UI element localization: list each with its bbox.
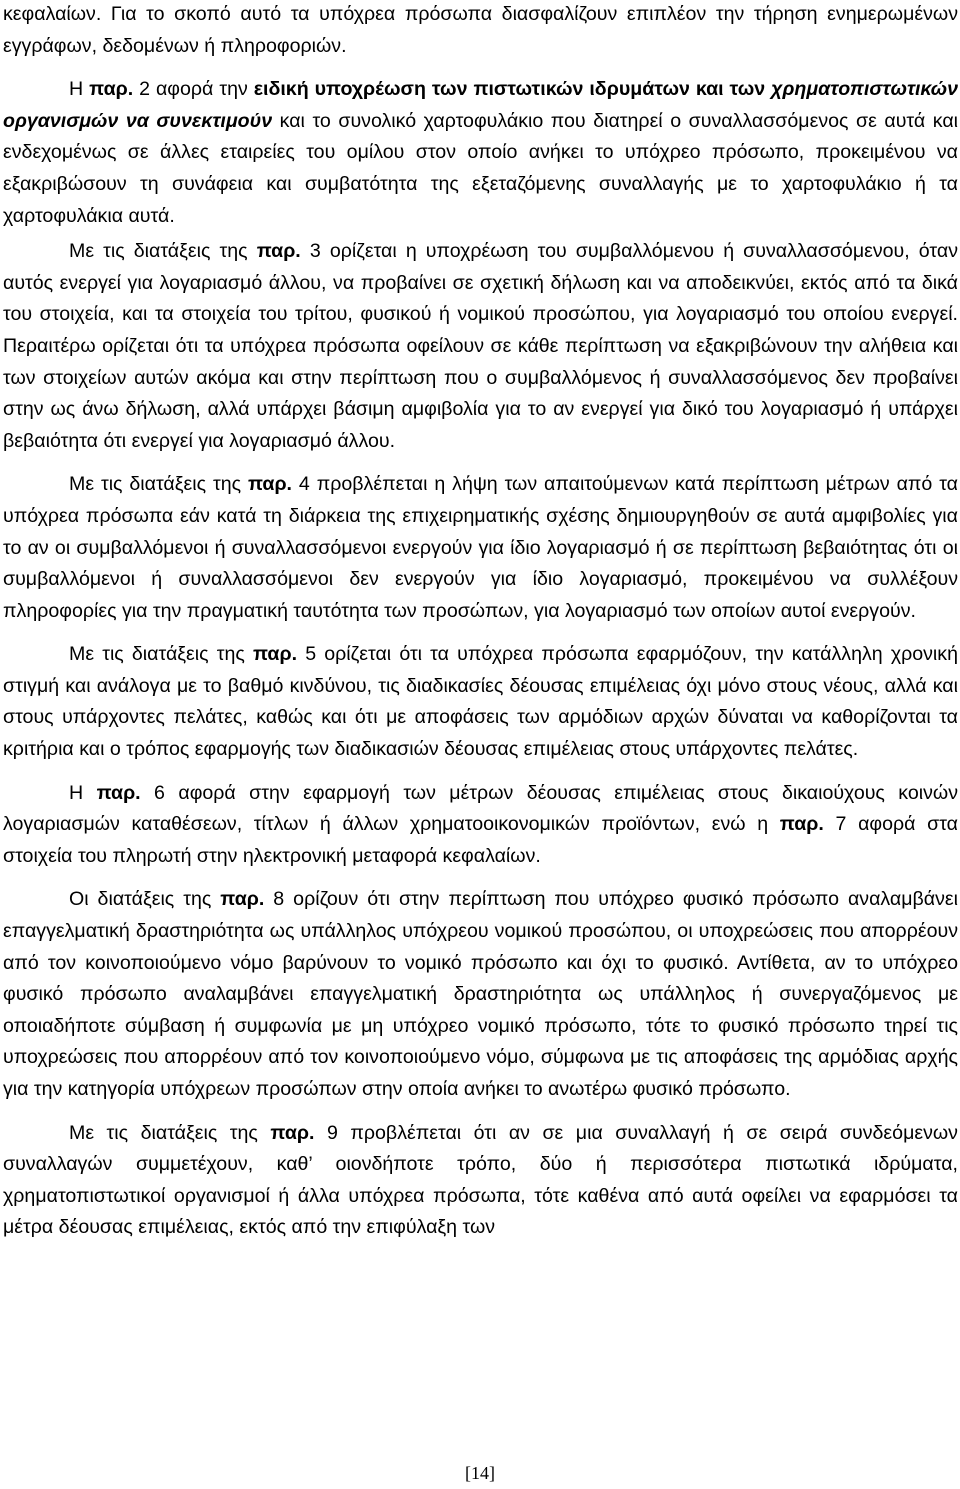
- text-run: 4 προβλέπεται η λήψη των απαιτούμενων κατά περίπτωση μέτρων από τα υπόχρεα πρόσωπα εάν κατά τη διάρκεια της επιχειρηματικής σχέσης δημιουργηθούν σε αυτά αμφιβολίες για το αν οι συμβαλλόμενοι ή συναλλασσόμενοι ενεργούν για ίδιο λογαριασμό ή σε περίπτωση βεβαιότητας ότι οι συμβαλλόμενοι ή συναλλασσόμενοι δεν ενεργούν για ίδιο λογαριασμό, προκειμένου να συλλέξουν πληροφορίες για την πραγματική ταυτότητα των προσώπων, για λογαριασμό των οποίων αυτοί ενεργούν.: [3, 473, 958, 622]
- paragraph-par-9: [3, 1118, 958, 1244]
- text-run: 6 αφορά στην εφαρμογή των μέτρων δέουσας επιμέλειας στους δικαιούχους κοινών λογαριασμών καταθέσεων, τίτλων ή άλλων χρηματοοικονομικών προϊόντων, ενώ η: [3, 781, 958, 836]
- text-run: 2 αφορά την: [133, 78, 254, 101]
- emphasis-run: παρ.: [256, 240, 301, 263]
- paragraph-continuation: [3, 0, 958, 62]
- text-run: Η: [69, 781, 97, 804]
- emphasis-run: χρηματοπιστωτικών οργανισμών να συνεκτιμούν: [3, 78, 959, 132]
- paragraph-par-2: [3, 74, 958, 232]
- text-run: και το συνολικό χαρτοφυλάκιο που διατηρεί ο συναλλασσόμενος σε αυτά και ενδεχομένως σε άλλες εταιρείες του ομίλου στον οποίο ανήκει το υπόχρεο πρόσωπο, προκειμένου να εξακριβώσουν τη συνάφεια και συμβατότητα της εξεταζόμενης συναλλαγής με το χαρτοφυλάκιο ή τα χαρτοφυλάκια αυτά.: [3, 109, 959, 227]
- text-run: Η: [69, 78, 90, 101]
- text-run: Οι διατάξεις της: [69, 888, 221, 911]
- text-run: 7 αφορά στα στοιχεία του πληρωτή στην ηλεκτρονική μεταφορά κεφαλαίων.: [3, 813, 959, 867]
- paragraph-par-8: [3, 884, 958, 1105]
- text-run: Με τις διατάξεις της: [69, 1121, 271, 1144]
- emphasis-run: παρ.: [247, 473, 293, 496]
- emphasis-run: παρ.: [252, 643, 298, 666]
- text-run: 9 προβλέπεται ότι αν σε μια συναλλαγή ή σε σειρά συνδεόμενων συναλλαγών συμμετέχουν, καθ’ οιονδήποτε τρόπο, δύο ή περισσότερα πιστωτικά ιδρύματα, χρηματοπιστωτικοί οργανισμοί ή άλλα υπόχρεα πρόσωπα, τότε καθένα από αυτά οφείλει να εφαρμόσει τα μέτρα δέουσας επιμέλειας, εκτός από την επιφύλαξη των: [3, 1121, 958, 1239]
- emphasis-run: παρ.: [220, 888, 265, 911]
- text-run: 8 ορίζουν ότι στην περίπτωση που υπόχρεο φυσικό πρόσωπο αναλαμβάνει επαγγελματική δραστηριότητα ως υπάλληλος υπόχρεου νομικού προσώπου, οι υποχρεώσεις που απορρέουν από τον κοινοποιούμενο νόμο βαρύνουν το νομικό πρόσωπο και όχι το φυσικό. Αντίθετα, αν το υπόχρεο φυσικό πρόσωπο αναλαμβάνει επαγγελματική δραστηριότητα ως υπάλληλος ή συνεργαζόμενος με οποιαδήποτε σύμβαση ή συμφωνία με μη υπόχρεο νομικό πρόσωπο, τότε το φυσικό πρόσωπο τηρεί τις υποχρεώσεις που απορρέουν από τον κοινοποιούμενο νόμο, σύμφωνα με τις αποφάσεις της αρμόδιας αρχής για την κατηγορία υπόχρεων προσώπων στην οποία ανήκει το ανωτέρω φυσικό πρόσωπο.: [3, 888, 959, 1100]
- emphasis-run: παρ.: [89, 78, 134, 101]
- paragraph-par-4: [3, 469, 958, 627]
- text-run: Με τις διατάξεις της: [69, 473, 248, 496]
- text-run: 3 ορίζεται η υποχρέωση του συμβαλλόμενου ή συναλλασσόμενου, όταν αυτός ενεργεί για λογαριασμό άλλου, να προβαίνει σε σχετική δήλωση και να αποδεικνύει, εκτός από τα δικά του στοιχεία, και τα στοιχεία του τρίτου, φυσικού ή νομικού προσώπου, για λογαριασμό του οποίου ενεργεί. Περαιτέρω ορίζεται ότι τα υπόχρεα πρόσωπα οφείλουν σε κάθε περίπτωση να εξακριβώνουν την αλήθεια και των στοιχείων αυτών ακόμα και στην περίπτωση που ο συμβαλλόμενος ή συναλλασσόμενος δεν προβαίνει στην ως άνω δήλωση, αλλά υπάρχει βάσιμη αμφιβολία για το αν ενεργεί για δικό του λογαριασμό ή υπάρχει βεβαιότητα ότι ενεργεί για λογαριασμό άλλου.: [3, 240, 958, 452]
- text-run: κεφαλαίων. Για το σκοπό αυτό τα υπόχρεα πρόσωπα διασφαλίζουν επιπλέον την τήρηση ενημερωμένων εγγράφων, δεδομένων ή πληροφοριών.: [3, 3, 958, 57]
- paragraph-par-5: [3, 639, 958, 765]
- emphasis-run: παρ.: [270, 1121, 315, 1144]
- text-run: Με τις διατάξεις της: [69, 240, 257, 263]
- emphasis-run: ειδική υποχρέωση των πιστωτικών ιδρυμάτων και των: [253, 78, 766, 101]
- text-run: 5 ορίζεται ότι τα υπόχρεα πρόσωπα εφαρμόζουν, την κατάλληλη χρονική στιγμή και ανάλογα με το βαθμό κινδύνου, τις διαδικασίες δέουσας επιμέλειας όχι μόνο στους νέους, αλλά και στους υπάρχοντες πελάτες, καθώς και ότι με αποφάσεις των αρμόδιων αρχών δύναται να καθορίζονται τα κριτήρια και ο τρόπος εφαρμογής των διαδικασιών δέουσας επιμέλειας στους υπάρχοντες πελάτες.: [3, 643, 958, 761]
- text-run: Με τις διατάξεις της: [69, 643, 253, 666]
- page-number: [14]: [465, 1463, 495, 1483]
- emphasis-run: παρ.: [96, 781, 141, 804]
- emphasis-run: παρ.: [779, 813, 824, 836]
- paragraph-par-6-7: [3, 778, 958, 873]
- paragraph-par-3: [3, 236, 958, 457]
